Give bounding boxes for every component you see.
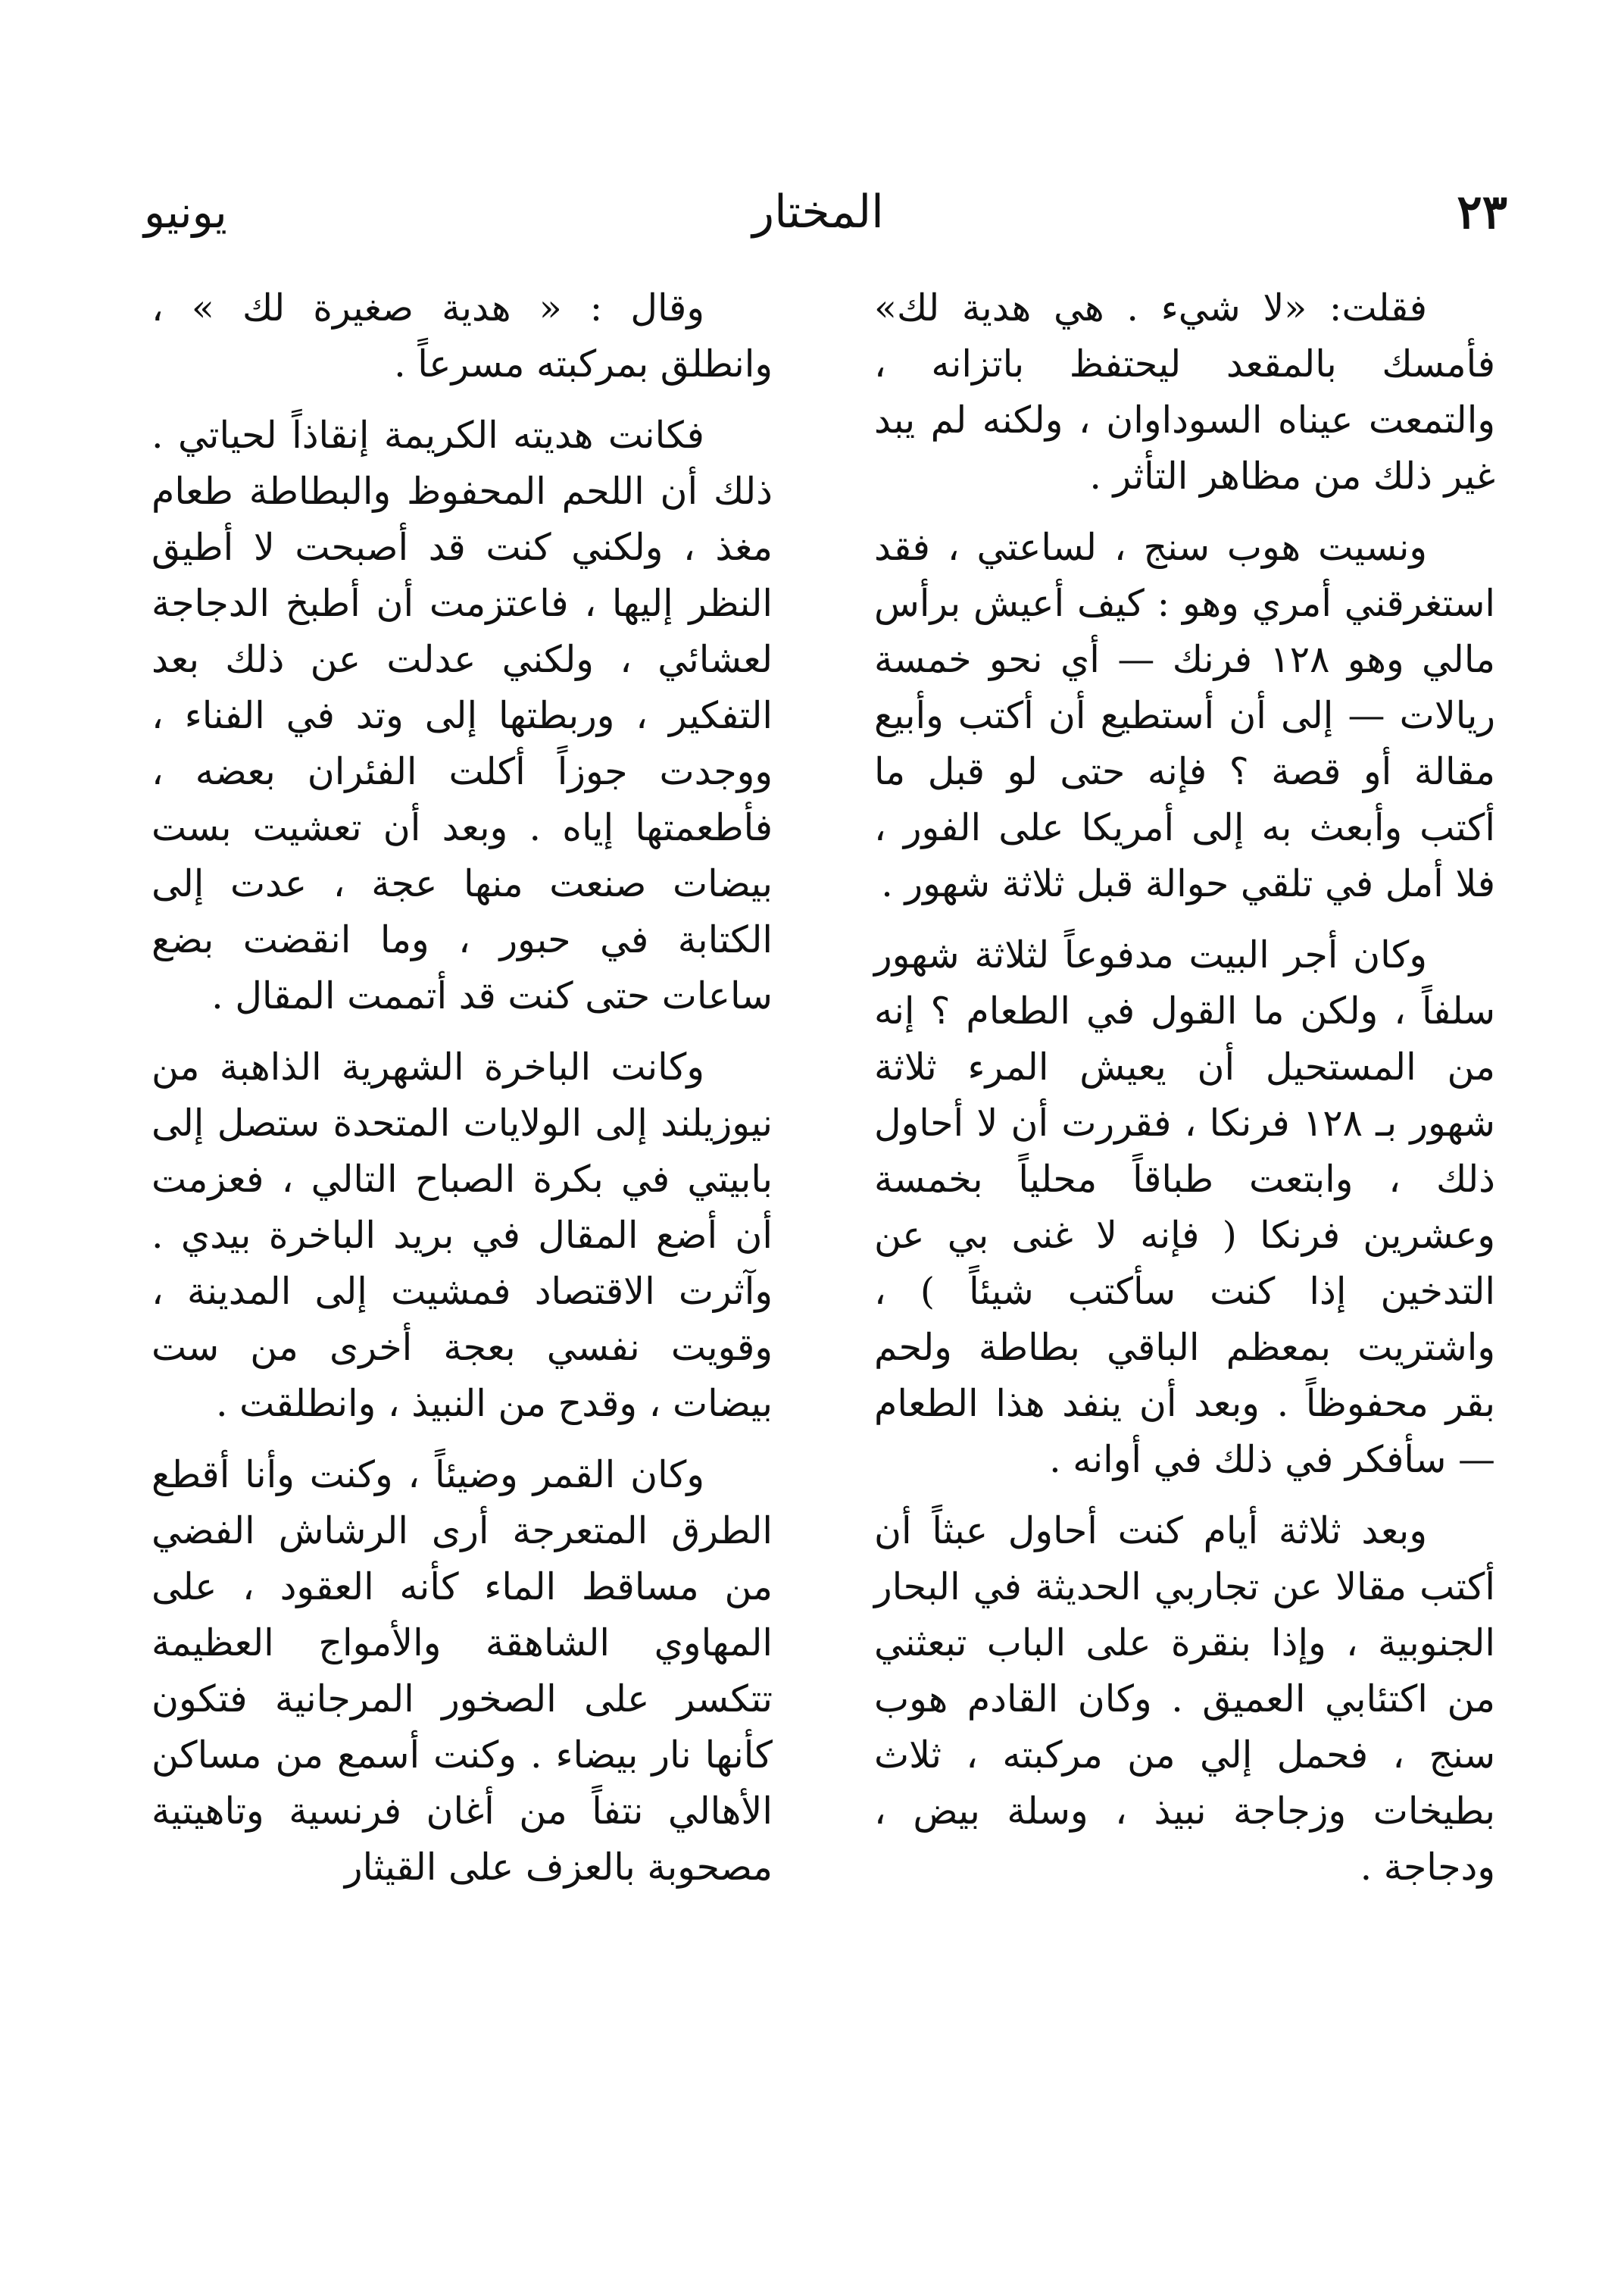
- paragraph: وكان أجر البيت مدفوعاً لثلاثة شهور سلفاً ، ولكن ما القول في الطعام ؟ إنه من المستحيل أن يعيش المرء ثلاثة شهور بـ ١٢٨ فرنكا ، فقررت أن لا أحاول ذلك ، وابتعت طباقاً محلياً بخمسة وعشرين فرنكا ( فإنه لا غنى بي عن التدخين إذا كنت سأكتب شيئاً ) ، واشتريت بمعظم الباقي بطاطة ولحم بقر محفوظاً . وبعد أن ينفد هذا الطعام — سأفكر في ذلك في أوانه .: [874, 933, 1495, 1481]
- paragraph: وقال : « هدية صغيرة لك » ، وانطلق بمركبته مسرعاً .: [151, 286, 773, 386]
- paragraph: وكانت الباخرة الشهرية الذاهبة من نيوزيلند إلى الولايات المتحدة ستصل إلى بابيتي في بكرة الصباح التالي ، فعزمت أن أضع المقال في بريد الباخرة بيدي . وآثرت الاقتصاد فمشيت إلى المدينة ، وقويت نفسي بعجة أخرى من ست بيضات ، وقدح من النبيذ ، وانطلقت .: [151, 1046, 773, 1425]
- paragraph: وكان القمر وضيئاً ، وكنت وأنا أقطع الطرق المتعرجة أرى الرشاش الفضي من مساقط الماء كأنه العقود ، على المهاوي الشاهقة والأمواج العظيمة تتكسر على الصخور المرجانية فتكون كأنها نار بيضاء . وكنت أسمع من مساكن الأهالي نتفاً من أغان فرنسية وتاهيتية مصحوبة بالعزف على القيثار: [151, 1453, 773, 1889]
- page-number: ٢٣: [1457, 184, 1507, 239]
- paragraph: فقلت: «لا شيء . هي هدية لك» فأمسك بالمقعد ليحتفظ باتزانه ، والتمعت عيناه السوداوان ، ولكنه لم يبد غير ذلك من مظاهر التأثر .: [874, 286, 1495, 498]
- issue-month: يونيو: [144, 186, 227, 238]
- journal-title: المختار: [752, 186, 884, 239]
- paragraph: وبعد ثلاثة أيام كنت أحاول عبثاً أن أكتب مقالا عن تجاربي الحديثة في البحار الجنوبية ، وإذا بنقرة على الباب تبعثني من اكتئابي العميق . وكان القادم هوب سنج ، فحمل إلي من مركبته ، ثلاث بطيخات وزجاجة نبيذ ، وسلة بيض ، ودجاجة .: [874, 1509, 1495, 1889]
- paragraph: ونسيت هوب سنج ، لساعتي ، فقد استغرقني أمري وهو : كيف أعيش برأس مالي وهو ١٢٨ فرنك — أي نحو خمسة ريالات — إلى أن أستطيع أن أكتب وأبيع مقالة أو قصة ؟ فإنه حتى لو قبل ما أكتب وأبعث به إلى أمريكا على الفور ، فلا أمل في تلقي حوالة قبل ثلاثة شهور .: [874, 526, 1495, 905]
- left-text-column: [151, 280, 773, 1911]
- running-header: [129, 174, 1507, 250]
- paragraph: فكانت هديته الكريمة إنقاذاً لحياتي . ذلك أن اللحم المحفوظ والبطاطة طعام مغذ ، ولكني كنت قد أصبحت لا أطيق النظر إليها ، فاعتزمت أن أطبخ الدجاجة لعشائي ، ولكني عدلت عن ذلك بعد التفكير ، وربطتها إلى وتد في الفناء ، ووجدت جوزاً أكلت الفئران بعضه ، فأطعمتها إياه . وبعد أن تعشيت بست بيضات صنعت منها عجة ، عدت إلى الكتابة في حبور ، وما انقضت بضع ساعات حتى كنت قد أتممت المقال .: [151, 414, 773, 1017]
- right-text-column: [874, 280, 1495, 1911]
